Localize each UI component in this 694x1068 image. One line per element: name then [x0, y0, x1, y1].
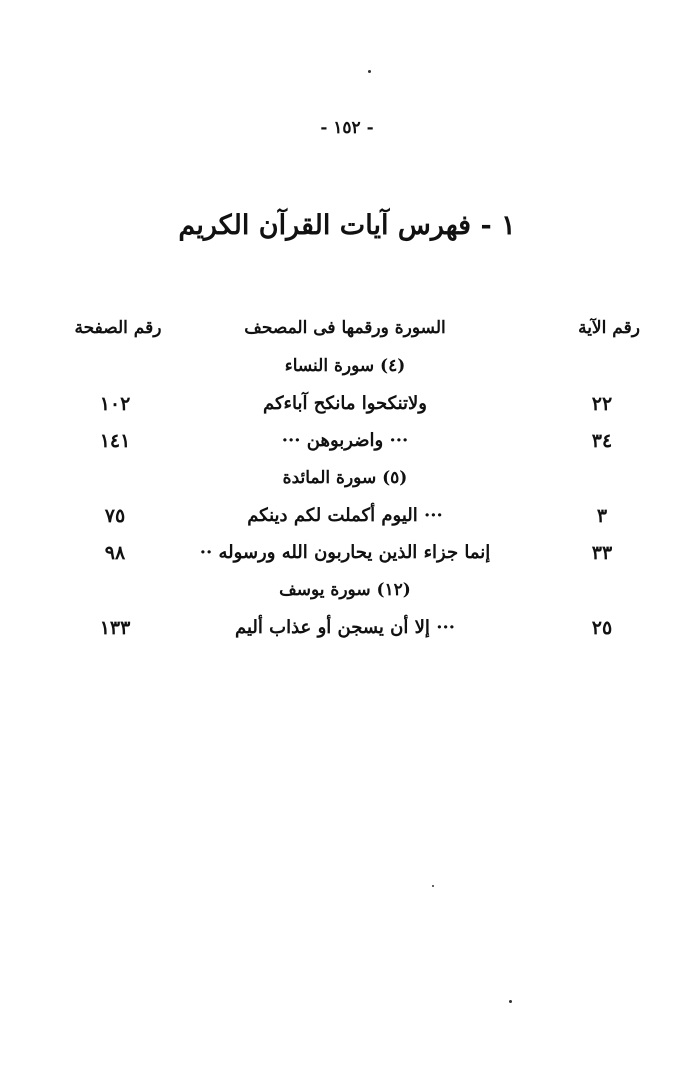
- index-header-row: [0, 318, 694, 350]
- column-header-verse-number: رقم الآية: [578, 318, 640, 338]
- verse-text: ولاتنكحوا مانكح آباءكم: [263, 393, 427, 414]
- column-header-surah: السورة ورقمها فى المصحف: [244, 318, 446, 338]
- page-reference: ٩٨: [104, 542, 126, 564]
- verse-number: ٣٣: [591, 542, 613, 564]
- verse-text: ··· اليوم أكملت لكم دينكم: [247, 505, 443, 526]
- surah-heading-row: [0, 468, 694, 500]
- surah-heading: (١٢) سورة يوسف: [279, 580, 411, 600]
- surah-heading-row: [0, 356, 694, 388]
- verse-number: ٢٥: [591, 617, 613, 639]
- table-row: [0, 505, 694, 537]
- surah-heading: (٥) سورة المائدة: [282, 468, 408, 488]
- surah-heading-row: [0, 580, 694, 612]
- page-reference: ١٣٣: [99, 617, 131, 639]
- table-row: [0, 617, 694, 649]
- scan-speck: [509, 1000, 512, 1003]
- table-row: [0, 430, 694, 462]
- verse-number: ٣٤: [591, 430, 613, 452]
- index-title: ١ - فهرس آيات القرآن الكريم: [178, 210, 516, 241]
- page-reference: ١٠٢: [99, 393, 131, 415]
- table-row: [0, 393, 694, 425]
- verse-number: ٢٢: [591, 393, 613, 415]
- scan-speck: [432, 885, 434, 887]
- verse-text: ··· إلا أن يسجن أو عذاب أليم: [235, 617, 455, 638]
- page-reference: ٧٥: [104, 505, 126, 527]
- table-row: [0, 542, 694, 574]
- verse-number: ٣: [596, 505, 608, 527]
- surah-heading: (٤) سورة النساء: [284, 356, 406, 376]
- verse-text: ··· واضربوهن ···: [281, 430, 409, 451]
- verse-text: إنما جزاء الذين يحاربون الله ورسوله ··: [199, 542, 491, 563]
- page-number: - ١٥٢ -: [320, 118, 374, 138]
- column-header-page-number: رقم الصفحة: [74, 318, 162, 338]
- page-reference: ١٤١: [99, 430, 131, 452]
- scan-speck: [368, 70, 371, 73]
